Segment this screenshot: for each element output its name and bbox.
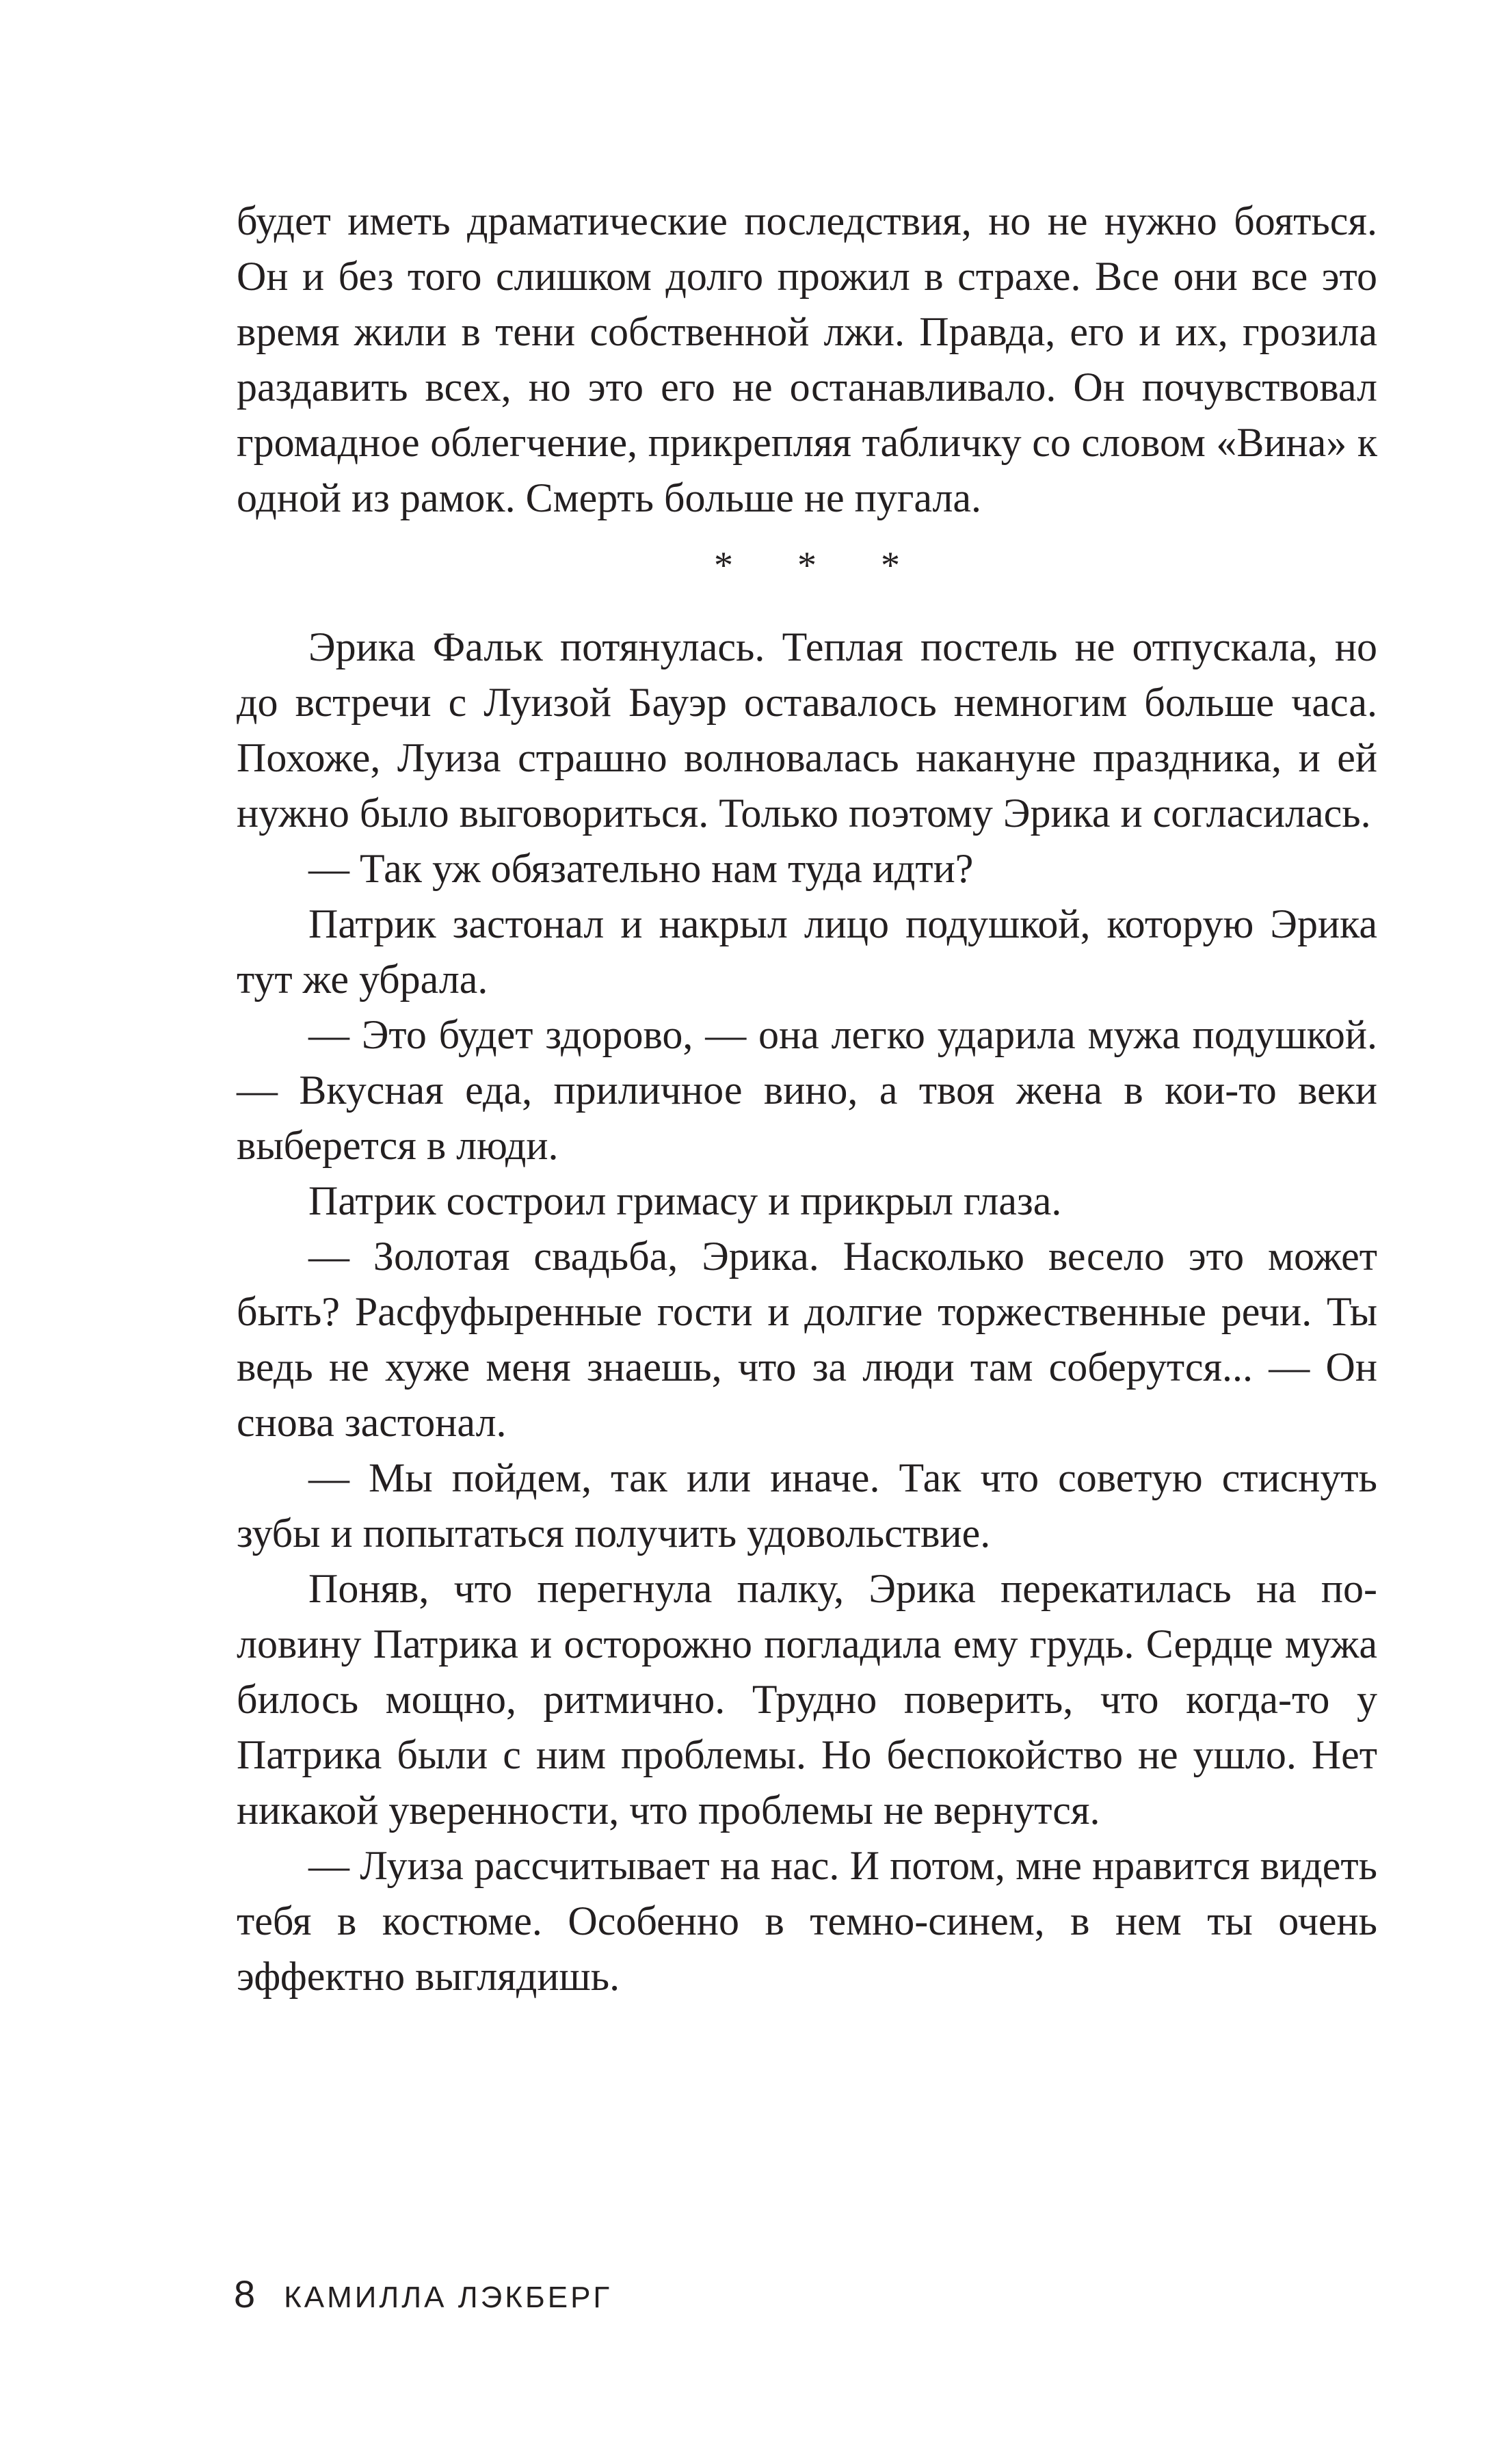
page-number: 8 [234, 2272, 256, 2315]
running-author: КАМИЛЛА ЛЭКБЕРГ [284, 2281, 613, 2314]
page-footer [234, 2272, 612, 2316]
paragraph: — Так уж обязательно нам туда идти? [308, 846, 974, 891]
paragraph: будет иметь драматические последствия, но не нужно бояться. Он и без того слишком долго прожил в страхе. Все они все это время жили в тени собственной лжи. Правда, его и их, грозила раздавить всех, но это его не останавливало. Он почувствовал громадное облегчение, прикрепляя табличку со словом «Вина» к одной из рамок. Смерть больше не пугала. [237, 198, 1377, 520]
section-separator: * * * [714, 544, 927, 587]
paragraph: — Луиза рассчитывает на нас. И потом, мне нравится видеть тебя в костюме. Особенно в темно-синем, в нем ты очень эффектно выглядишь. [237, 1843, 1377, 1999]
paragraph: — Мы пойдем, так или иначе. Так что советую стиснуть зубы и попытаться получить удовольствие. [237, 1455, 1377, 1556]
paragraph: Эрика Фальк потянулась. Теплая постель не отпускала, но до встречи с Луизой Бауэр оставалось немногим больше часа. Похоже, Луиза страшно волновалась накануне праздника, и ей нужно было выговориться. Только поэтому Эрика и согласилась. [237, 624, 1377, 836]
paragraph: — Это будет здорово, — она легко ударила мужа подушкой. — Вкусная еда, приличное вино, а твоя жена в кои-то веки выберется в люди. [237, 1012, 1377, 1168]
paragraph: Поняв, что перегнула палку, Эрика перекатилась на половину Патрика и осторожно погладила ему грудь. Сердце мужа билось мощно, ритмично. Трудно поверить, что когда-то у Патрика были с ним проблемы. Но беспокойство не ушло. Нет никакой уверенности, что проблемы не вернутся. [237, 1566, 1377, 1833]
paragraph: Патрик застонал и накрыл лицо подушкой, которую Эрика тут же убрала. [237, 901, 1377, 1002]
paragraph: Патрик состроил гримасу и прикрыл глаза. [308, 1178, 1062, 1223]
paragraph: — Золотая свадьба, Эрика. Насколько весело это может быть? Расфуфыренные гости и долгие торжественные речи. Ты ведь не хуже меня знаешь, что за люди там соберутся... — Он снова застонал. [237, 1234, 1377, 1445]
body-text [237, 194, 1377, 2004]
